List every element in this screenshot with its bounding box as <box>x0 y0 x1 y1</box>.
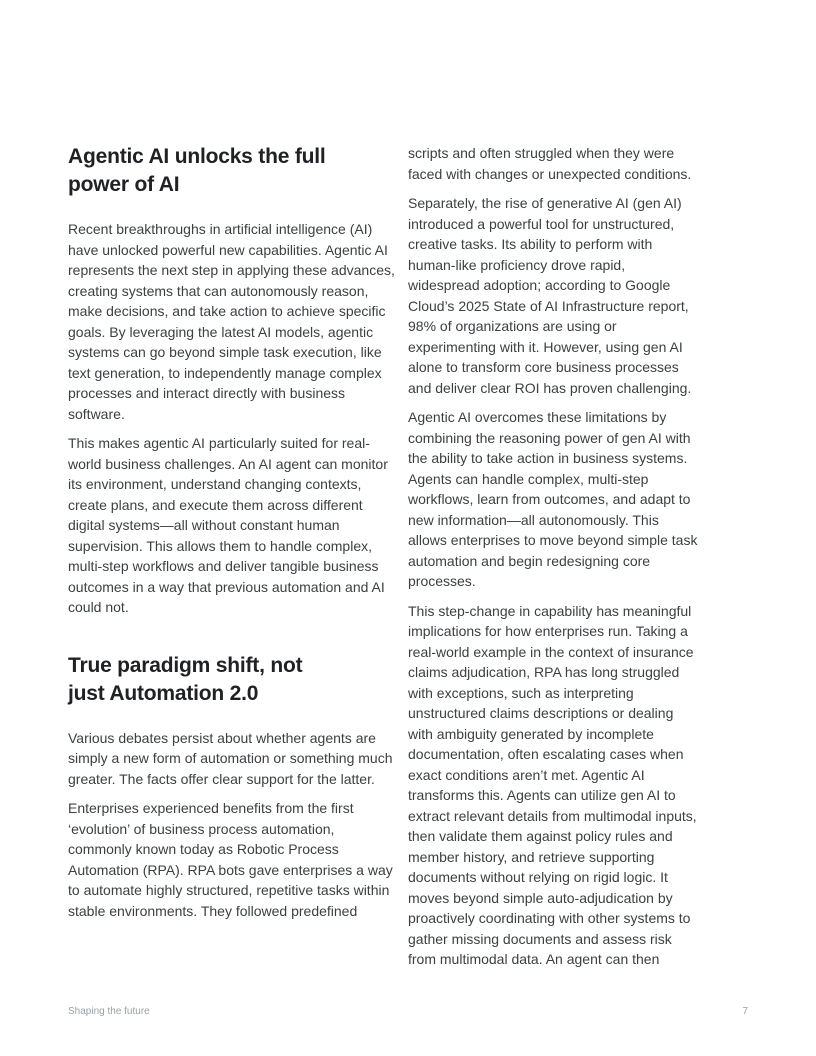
heading-true-paradigm-shift: True paradigm shift, not just Automation 2.0 <box>68 653 303 705</box>
paragraph-generative-ai-rise: Separately, the rise of generative AI (gen AI) introduced a powerful tool for unstructured, creative tasks. Its ability to perform with human-like proficiency drove rapid, widespread adoption; according to Google Cloud’s 2025 State of AI Infrastructure report, 98% of organizations are using or experimenting with it. However, using gen AI alone to transform core business processes and deliver clear ROI has proven challenging. <box>408 195 692 396</box>
page-footer <box>68 1006 748 1018</box>
paragraph-various-debates: Various debates persist about whether agents are simply a new form of automation or something much greater. The facts offer clear support for the latter. <box>68 729 393 787</box>
paragraph-step-change-insurance: This step-change in capability has meaningful implications for how enterprises run. Taking a real-world example in the context of insurance claims adjudication, RPA has long struggled with exceptions, such as interpreting unstructured claims descriptions or dealing with ambiguity generated by incomplete documentation, often escalating cases when exact conditions aren’t met. Agentic AI transforms this. Agents can utilize gen AI to extract relevant details from multimodal inputs, then validate them against policy rules and member history, and retrieve supporting documents without relying on rigid logic. It moves beyond simple auto-adjudication by proactively coordinating with other systems to gather missing documents and assess risk from multimodal data. An agent can then <box>408 602 697 967</box>
left-column <box>68 143 400 979</box>
footer-running-title: Shaping the future <box>68 1006 150 1017</box>
paragraph-recent-breakthroughs: Recent breakthroughs in artificial intelligence (AI) have unlocked powerful new capabilities. Agentic AI represents the next step in applying these advances, creating systems that can autonomously reason, make decisions, and take action to achieve specific goals. By leveraging the latest AI models, agentic systems can go beyond simple task execution, like text generation, to independently manage complex processes and interact directly with business software. <box>68 221 395 422</box>
right-column <box>408 143 700 979</box>
footer-page-number: 7 <box>742 1006 748 1017</box>
paragraph-enterprises-rpa: Enterprises experienced benefits from the first ‘evolution’ of business process automation, commonly known today as Robotic Process Automation (RPA). RPA bots gave enterprises a way to automate highly structured, repetitive tasks within stable environments. They followed predefined <box>68 800 393 919</box>
page-content <box>68 143 700 979</box>
paragraph-scripts-struggled: scripts and often struggled when they were faced with changes or unexpected conditions. <box>408 145 692 182</box>
heading-agentic-ai-unlocks: Agentic AI unlocks the full power of AI <box>68 145 326 196</box>
paragraph-agentic-overcomes: Agentic AI overcomes these limitations by combining the reasoning power of gen AI with the ability to take action in business systems. Agents can handle complex, multi-step workflows, learn from outcomes, and adapt to new information—all autonomously. This allows enterprises to move beyond simple task automation and begin redesigning core processes. <box>408 409 698 589</box>
paragraph-real-world-challenges: This makes agentic AI particularly suited for real-world business challenges. An AI agent can monitor its environment, understand changing contexts, create plans, and execute them across different digital systems—all without constant human supervision. This allows them to handle complex, multi-step workflows and deliver tangible business outcomes in a way that previous automation and AI could not. <box>68 435 388 615</box>
